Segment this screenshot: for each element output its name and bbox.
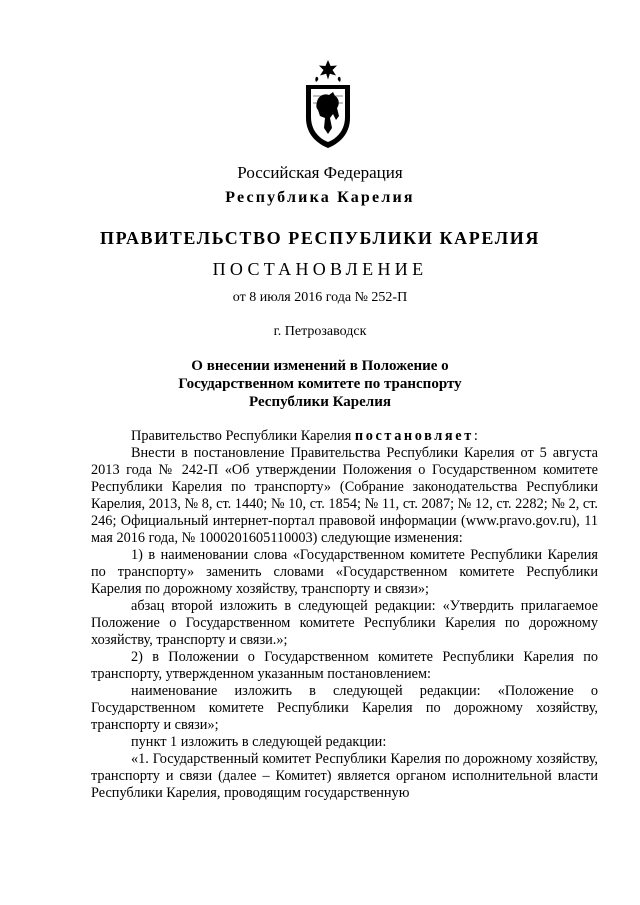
body-paragraph: пункт 1 изложить в следующей редакции: <box>131 734 387 750</box>
preamble-keyword: постановляет <box>354 428 474 444</box>
karelia-coat-of-arms-icon <box>303 58 353 150</box>
body-paragraph: 1) в наименовании слова «Государственном комитете Республики Карелия по транспорту» заменить словами «Государственном комитете Республики Карелия по дорожному хозяйству, транспорту и связи»; <box>91 547 598 597</box>
preamble-end: : <box>473 428 478 444</box>
country-name: Российская Федерация <box>237 163 403 182</box>
body-paragraph: «1. Государственный комитет Республики Карелия по дорожному хозяйству, транспорту и связи (далее – Комитет) является органом исполнительной власти Республики Карелия, проводящим государственную <box>91 751 598 801</box>
document-type: ПОСТАНОВЛЕНИЕ <box>212 259 428 279</box>
body-paragraph: Внести в постановление Правительства Республики Карелия от 5 августа 2013 года № 242-П «Об утверждении Положения о Государственном комитете Республики Карелия по транспорту» (Собрание законодательства Республики Карелия, 2013, № 8, ст. 1440; № 10, ст. 1854; № 11, ст. 2087; № 12, ст. 2282; № 2, ст. 246; Официальный интернет-портал правовой информации (www.pravo.gov.ru), 11 мая 2016 года, № 1000201605110003) следующие изменения: <box>91 445 598 546</box>
title-line: Государственном комитете по транспорту <box>178 376 462 392</box>
republic-name: Республика Карелия <box>225 189 415 206</box>
title-line: Республики Карелия <box>249 394 391 410</box>
preamble-text: Правительство Республики Карелия <box>131 428 355 444</box>
city: г. Петрозаводск <box>273 324 367 339</box>
body-paragraph: наименование изложить в следующей редакции: «Положение о Государственном комитете Республики Карелия по дорожному хозяйству, транспорту и связи»; <box>91 683 598 733</box>
document-body <box>91 428 598 802</box>
government-title: ПРАВИТЕЛЬСТВО РЕСПУБЛИКИ КАРЕЛИЯ <box>100 228 540 248</box>
document-title <box>140 357 500 411</box>
preamble <box>91 428 598 445</box>
title-line: О внесении изменений в Положение о <box>191 358 449 374</box>
date-and-number: от 8 июля 2016 года № 252-П <box>232 290 408 305</box>
body-paragraph: 2) в Положении о Государственном комитете Республики Карелия по транспорту, утвержденном указанным постановлением: <box>91 649 598 682</box>
body-paragraph: абзац второй изложить в следующей редакции: «Утвердить прилагаемое Положение о Государственном комитете Республики Карелия по дорожному хозяйству, транспорту и связи.»; <box>91 598 598 648</box>
